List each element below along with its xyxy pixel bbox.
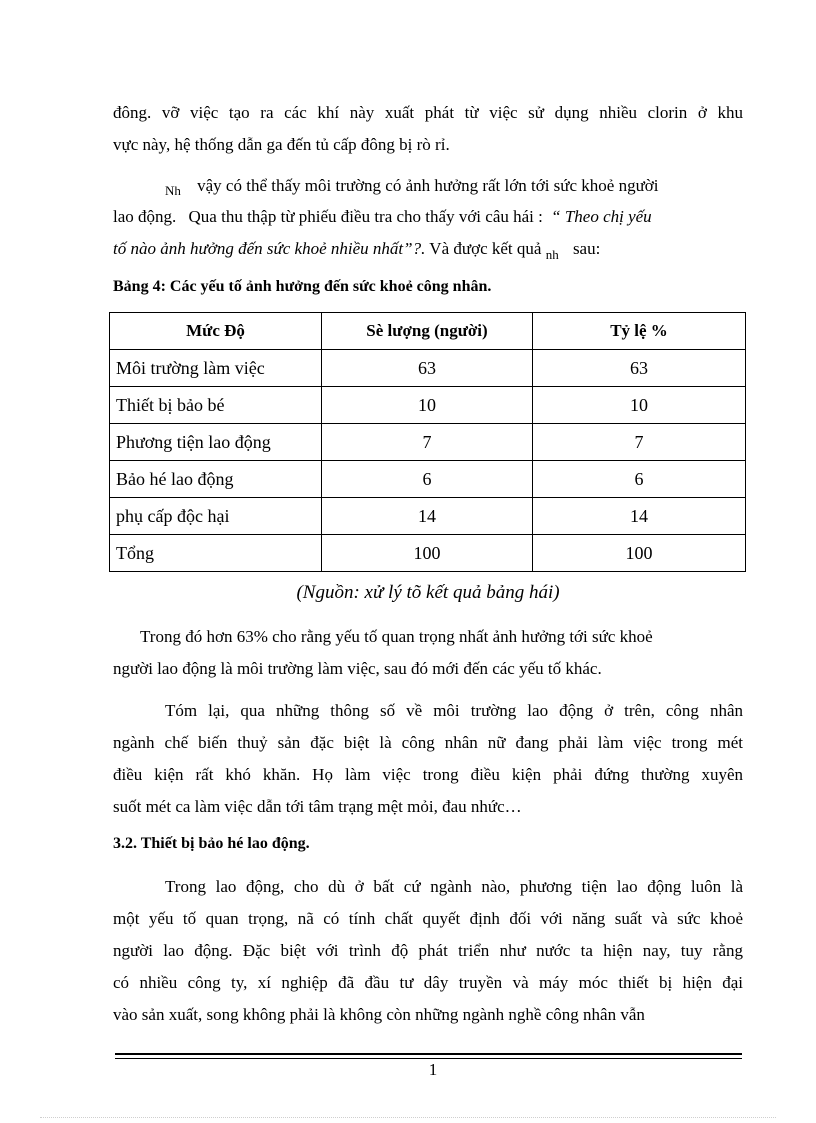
paragraph-5-line-5: vào sản xuất, song không phải là không còn những ngành nghề công nhân vẫn [113, 1005, 645, 1024]
paragraph-3-line-1: Trong đó hơn 63% cho rằng yếu tố quan trọng nhất ảnh hưởng tới sức khoẻ [140, 627, 653, 646]
fragment-nh-2: nh [545, 247, 559, 262]
row-label: Môi trường làm việc [110, 350, 322, 387]
paragraph-5-line-2: một yếu tố quan trọng, nã có tính chất quyết định đối với năng suất và sức khoẻ [113, 909, 743, 928]
paragraph-2-line-3-quote: tố nào ảnh hưởng đến sức khoẻ nhiều nhất”?. [113, 239, 426, 258]
paragraph-4-line-2: ngành chế biến thuỷ sản đặc biệt là công nhân nữ đang phải làm việc trong mét [113, 733, 743, 752]
table-row [110, 387, 746, 424]
table-row-total [110, 535, 746, 572]
paragraph-2-line-1-text: vậy có thể thấy môi trường có ảnh hưởng rất lớn tới sức khoẻ người [197, 176, 659, 195]
table-source-caption: (Nguồn: xử lý tõ kết quả bảng hái) [296, 582, 560, 603]
row-percent: 14 [533, 498, 746, 535]
paragraph-1-line-1: đông. vỡ việc tạo ra các khí này xuất phát từ việc sử dụng nhiều clorin ở khu [113, 103, 743, 122]
row-percent: 6 [533, 461, 746, 498]
row-percent: 63 [533, 350, 746, 387]
paragraph-2-line-1 [113, 174, 743, 203]
paragraph-2-line-3-d: sau: [572, 239, 601, 258]
row-count: 100 [322, 535, 533, 572]
table-header-row [110, 313, 746, 350]
table-title: Bảng 4: Các yếu tố ảnh hưởng đến sức khoẻ công nhân. [113, 278, 492, 295]
row-count: 14 [322, 498, 533, 535]
row-label: Thiết bị bảo bé [110, 387, 322, 424]
header-count: Sè lượng (người) [322, 313, 533, 350]
paragraph-2-line-3-b: Và được kết quả [429, 239, 542, 258]
row-percent: 100 [533, 535, 746, 572]
paragraph-5-line-3: người lao động. Đặc biệt với trình độ phát triển như nước ta hiện nay, tuy rằng [113, 941, 743, 960]
paragraph-2-line-2-quote: “ Theo chị yếu [551, 207, 652, 226]
table-row [110, 461, 746, 498]
paragraph-4-line-1: Tóm lại, qua những thông số về môi trường lao động ở trên, công nhân [165, 701, 743, 720]
row-count: 63 [322, 350, 533, 387]
paragraph-2-line-2 [113, 205, 743, 229]
table-row [110, 424, 746, 461]
row-count: 6 [322, 461, 533, 498]
paragraph-5-line-4: có nhiều công ty, xí nghiệp đã đầu tư dây truyền và máy móc thiết bị hiện đại [113, 973, 743, 992]
paragraph-2-line-2-a: lao động. [113, 207, 177, 226]
paragraph-4-line-3: điều kiện rất khó khăn. Họ làm việc trong điều kiện phải đứng thường xuyên [113, 765, 743, 784]
paragraph-3-line-2: người lao động là môi trường làm việc, sau đó mới đến các yếu tố khác. [113, 659, 602, 678]
table-row [110, 498, 746, 535]
page-number: 1 [428, 1060, 438, 1079]
row-count: 7 [322, 424, 533, 461]
factor-table [109, 312, 746, 572]
paragraph-4-line-4: suốt mét ca làm việc dẫn tới tâm trạng mệt mỏi, đau nhức… [113, 797, 522, 816]
page-edge-dotted-line [40, 1117, 776, 1118]
row-count: 10 [322, 387, 533, 424]
section-heading: 3.2. Thiết bị bảo hé lao động. [113, 835, 310, 852]
row-percent: 7 [533, 424, 746, 461]
row-label: Tổng [110, 535, 322, 572]
row-percent: 10 [533, 387, 746, 424]
header-level: Mức Độ [110, 313, 322, 350]
fragment-nh: Nh [165, 183, 181, 198]
paragraph-2-line-3 [113, 237, 743, 267]
paragraph-5-line-1: Trong lao động, cho dù ở bất cứ ngành nào, phương tiện lao động luôn là [165, 877, 743, 896]
table-row [110, 350, 746, 387]
row-label: Phương tiện lao động [110, 424, 322, 461]
header-percent: Tỷ lệ % [533, 313, 746, 350]
paragraph-1-line-2: vực này, hệ thống dẫn ga đến tủ cấp đông bị rò rỉ. [113, 135, 450, 154]
paragraph-2-line-2-b: Qua thu thập từ phiếu điều tra cho thấy với câu hái : [188, 207, 543, 226]
row-label: phụ cấp độc hại [110, 498, 322, 535]
row-label: Bảo hé lao động [110, 461, 322, 498]
footer-rule [115, 1053, 742, 1059]
